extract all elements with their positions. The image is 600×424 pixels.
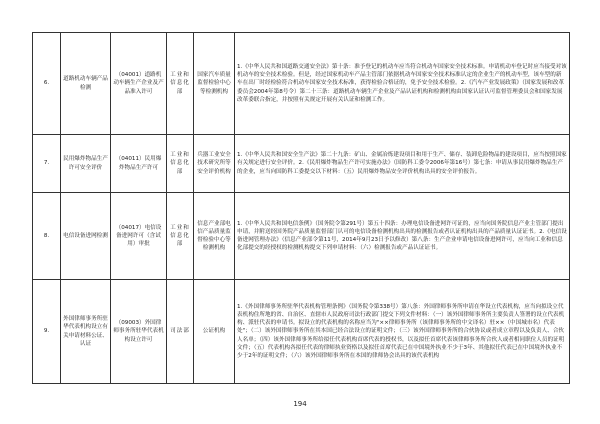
table-row	[33, 33, 570, 135]
approval-item: （04011）民用爆炸物品生产许可	[111, 135, 167, 193]
row-number: 9.	[33, 280, 61, 384]
service-organization: 信息产业部电信产品质量监督检验中心等检测机构	[194, 193, 235, 280]
table-row	[33, 193, 570, 280]
legal-basis: 1.《中华人民共和国电信条例》（国务院令第291号）第五十四条：办理电信设备进网许可证的，应当向国务院信息产业主管部门提出申请，并附送经国务院产品质量监督部门认可的电信设备检测机构出具的检测报告或者认证机构出具的产品质量认证证书。2.《电信设备进网管理办法》（信息产业部令第11号，2014年9月23日予以修改）第八条：生产企业申请电信设备进网许可，应当向工业和信息化部提交的经授权的检测机构提交下列申请材料：（六）检测报告或产品认证证书。	[235, 193, 570, 280]
service-organization: 国家汽车质量监督检验中心等检测机构	[194, 33, 235, 135]
item-name: 民用爆炸物品生产许可安全评价	[61, 135, 111, 193]
table-row	[33, 280, 570, 384]
row-number: 6.	[33, 33, 61, 135]
item-name: 道路机动车辆产品检测	[61, 33, 111, 135]
legal-basis: 1.《中华人民共和国道路交通安全法》第十条：准予登记的机动车应当符合机动车国家安全技术标准。申请机动车登记时应当接受对该机动车的安全技术检验。但是，经过国家机动车产品主管部门依据机动车国家安全技术标准认定的企业生产的机动车型，该车型的新车在出厂时经检验符合机动车国家安全技术标准，获得检验合格证的，免予安全技术检验。2.《汽车产业发展政策》（国家发展和改革委员会2004年第8号令）第二十三条：道路机动车辆生产企业及产品认证机构和检测机构由国家认证认可监督管理委员会和国家发展改革委联合指定，并按照有关规定开展有关认证和检测工作。	[235, 33, 570, 135]
department: 工业和信息化部	[167, 135, 194, 193]
approval-item: （09003）外国律师事务所驻华代表机构设立许可	[111, 280, 167, 384]
service-organization: 兵器工业安全技术研究所等安全评价机构	[194, 135, 235, 193]
table-row	[33, 135, 570, 193]
item-table	[32, 32, 570, 384]
page-number: 194	[293, 400, 307, 408]
legal-basis: 1.《外国律师事务所驻华代表机构管理条例》（国务院令第338号）第八条：外国律师事务所申请在华设立代表机构，应当向拟设立代表机构住所地的省、自治区、直辖市人民政府司法行政部门提交下列文件材料：（一）该外国律师事务所主要负责人签署的设立代表机构、派驻代表的申请书。拟设立的代表机构的名称应当为"××律师事务所（该律师事务所的中文译名）驻××（中国城市名）代表处"；（二）该外国律师事务所在其本国已经合法设立的证明文件；（三）该外国律师事务所的合伙协议或者成立章程以及负责人、合伙人名单；（四）该外国律师事务所给拟任代表机构首席代表的授权书，以及拟任首席代表该律师事务所合伙人或者相同职位人员的证明文件；（五）代表机构各拟任代表的律师执业资格以及拟任首席代表已在中国境外执业不少于3年、其他拟任代表已在中国境外执业不少于2年的证明文件；（六）该外国律师事务所在本国的律师协会出具的该代表机构	[235, 280, 570, 384]
department: 工业和信息化部	[167, 193, 194, 280]
approval-item: （04017）电信设备进网许可（含试用）审批	[111, 193, 167, 280]
item-name: 电信设备进网检测	[61, 193, 111, 280]
department: 工业和信息化部	[167, 33, 194, 135]
approval-item: （04001）道路机动车辆生产企业及产品准入许可	[111, 33, 167, 135]
row-number: 8.	[33, 193, 61, 280]
service-organization: 公证机构	[194, 280, 235, 384]
legal-basis: 1.《中华人民共和国安全生产法》第二十九条：矿山、金属冶炼建设项目和用于生产、储存、装卸危险物品的建设项目，应当按照国家有关规定进行安全评价。2.《民用爆炸物品生产许可实施办法》（国防科工委令2006年第16号）第七条：申请从事民用爆炸物品生产的企业，应当向国防科工委提交以下材料：（五）民用爆炸物品安全评价机构出具的安全评价报告。	[235, 135, 570, 193]
item-name: 外国律师事务所驻华代表机构设立有关申请材料公证、认证	[61, 280, 111, 384]
row-number: 7.	[33, 135, 61, 193]
department: 司法部	[167, 280, 194, 384]
